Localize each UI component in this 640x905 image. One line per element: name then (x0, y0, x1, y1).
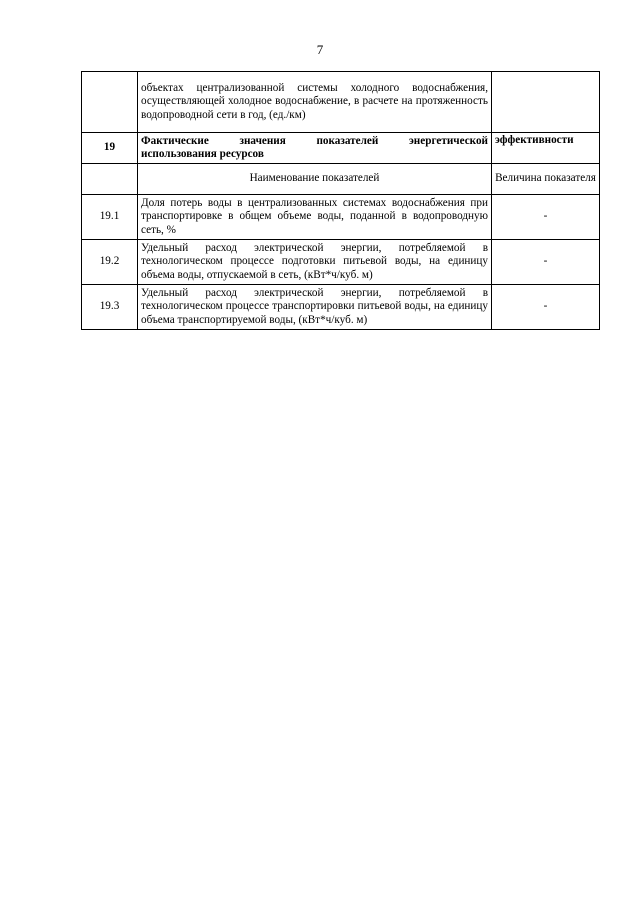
header-empty-cell (82, 164, 138, 195)
table-row (82, 285, 600, 330)
row-number: 19.3 (82, 285, 138, 330)
table-row (82, 195, 600, 240)
table-row-continuation (82, 72, 600, 133)
row-text: Удельный расход электрической энергии, потребляемой в технологическом процессе транспортировки питьевой воды, на единицу объема транспортируемой воды, (кВт*ч/куб. м) (138, 285, 492, 330)
indicators-table (81, 71, 600, 330)
section-title-line1: Фактические значения показателей энергетической (141, 134, 488, 147)
row-value (492, 72, 600, 133)
row-number: 19.1 (82, 195, 138, 240)
row-text: Доля потерь воды в централизованных системах водоснабжения при транспортировке в общем объеме воды, поданной в водопроводную сеть, % (138, 195, 492, 240)
header-name: Наименование показателей (138, 164, 492, 195)
section-header-row (82, 133, 600, 164)
section-title (138, 133, 492, 164)
row-number (82, 72, 138, 133)
section-number: 19 (82, 133, 138, 164)
row-value: - (492, 285, 600, 330)
row-value: - (492, 195, 600, 240)
row-text: Удельный расход электрической энергии, потребляемой в технологическом процессе подготовки питьевой воды, на единицу объема воды, отпускаемой в сеть, (кВт*ч/куб. м) (138, 240, 492, 285)
section-title-tail (492, 133, 600, 164)
row-text: объектах централизованной системы холодного водоснабжения, осуществляющей холодное водоснабжение, в расчете на протяженность водопроводной сети в год, (ед./км) (138, 72, 492, 133)
table-row (82, 240, 600, 285)
row-number: 19.2 (82, 240, 138, 285)
section-title-line2: использования ресурсов (141, 148, 264, 160)
section-title-tail-text: эффективности (495, 134, 574, 146)
column-header-row (82, 164, 600, 195)
page-number: 7 (316, 42, 324, 57)
header-value: Величина показателя (492, 164, 600, 195)
row-value: - (492, 240, 600, 285)
